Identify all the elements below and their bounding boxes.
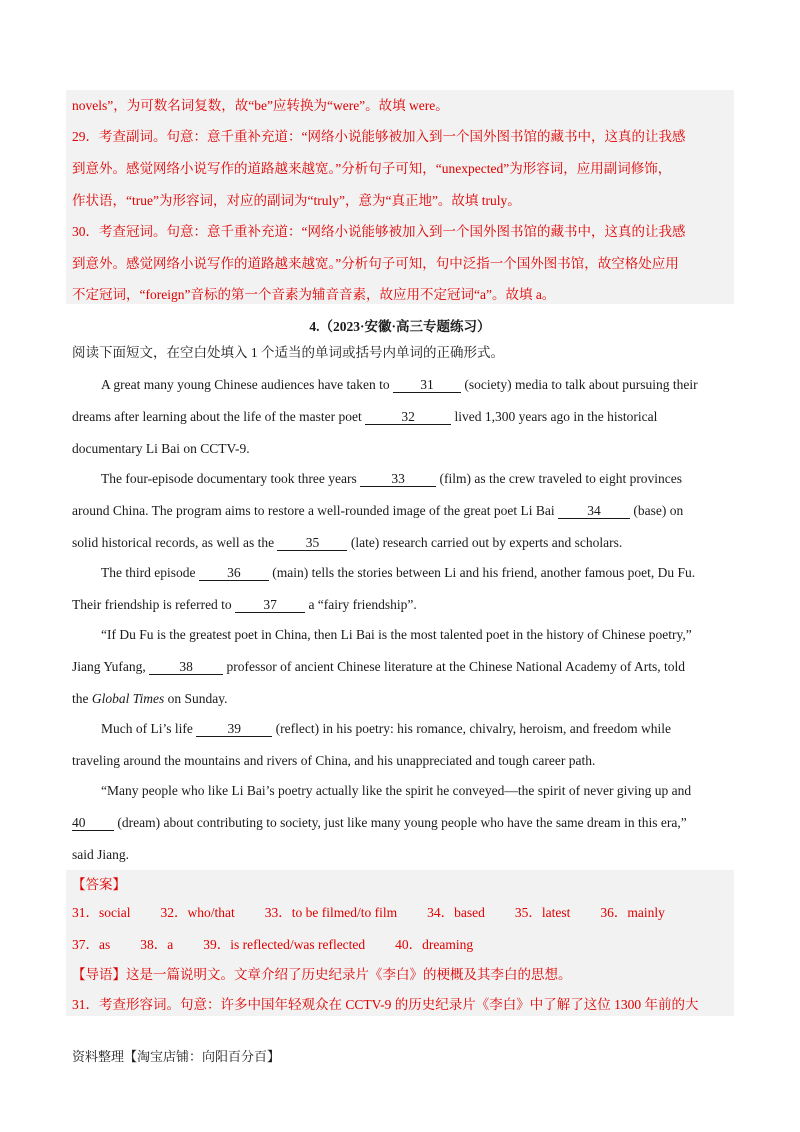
passage-line: The four-episode documentary took three years 33 (film) as the crew traveled to eight provinces	[101, 471, 683, 486]
passage-line: The third episode 36 (main) tells the stories between Li and his friend, another famous poet, Du Fu.	[101, 565, 696, 580]
passage-line: Much of Li’s life 39 (reflect) in his poetry: his romance, chivalry, heroism, and freedom while	[101, 721, 671, 736]
blank-32[interactable]: 32	[365, 409, 451, 425]
answer-37: 37．as	[72, 937, 111, 952]
passage-line: “If Du Fu is the greatest poet in China, then Li Bai is the most talented poet in the history of Chinese poetry,”	[101, 627, 692, 642]
answer-32: 32．who/that	[160, 905, 235, 920]
expl-line: 到意外。感觉网络小说写作的道路越来越宽。”分析句子可知，“unexpected”为形容词，应用副词修饰，	[72, 161, 672, 176]
answer-34: 34．based	[427, 905, 485, 920]
expl-31-line: 31．考查形容词。句意：许多中国年轻观众在 CCTV-9 的历史纪录片《李白》中了解了这位 1300 年前的大	[72, 997, 699, 1012]
answer-38: 38．a	[140, 937, 174, 952]
answer-40: 40．dreaming	[395, 937, 474, 952]
passage-line: Jiang Yufang, 38 professor of ancient Chinese literature at the Chinese National Academy of Arts, told	[72, 659, 685, 674]
question-instruction: 阅读下面短文，在空白处填入 1 个适当的单词或括号内单词的正确形式。	[72, 345, 504, 360]
expl-line: 到意外。感觉网络小说写作的道路越来越宽。”分析句子可知，句中泛指一个国外图书馆，故空格处应用	[72, 256, 679, 271]
blank-31[interactable]: 31	[393, 377, 461, 393]
passage-line: the Global Times on Sunday.	[72, 691, 228, 706]
passage-line: documentary Li Bai on CCTV-9.	[72, 441, 250, 456]
passage-line: “Many people who like Li Bai’s poetry actually like the spirit he conveyed—the spirit of never giving up and	[101, 783, 692, 798]
passage-line: traveling around the mountains and rivers of China, and his unappreciated and tough career path.	[72, 753, 596, 768]
answer-39: 39．is reflected/was reflected	[203, 937, 366, 952]
answer-row	[72, 936, 473, 954]
blank-40[interactable]: 40	[72, 815, 114, 831]
blank-36[interactable]: 36	[199, 565, 269, 581]
passage-line: A great many young Chinese audiences have taken to 31 (society) media to talk about pursuing their	[101, 377, 698, 392]
blank-37[interactable]: 37	[235, 597, 305, 613]
expl-line: 30．考查冠词。句意：意千重补充道：“网络小说能够被加入到一个国外图书馆的藏书中，这真的让我感	[72, 224, 686, 239]
answer-36: 36．mainly	[600, 905, 665, 920]
answer-31: 31．social	[72, 905, 131, 920]
blank-38[interactable]: 38	[149, 659, 223, 675]
expl-line: 作状语，“true”为形容词，对应的副词为“truly”，意为“真正地”。故填 truly。	[72, 193, 521, 208]
passage-line: said Jiang.	[72, 847, 129, 862]
passage-line: around China. The program aims to restore a well-rounded image of the great poet Li Bai 34 (base) on	[72, 503, 684, 518]
blank-39[interactable]: 39	[196, 721, 272, 737]
question-title: 4.（2023·安徽·高三专题练习）	[309, 319, 491, 334]
passage-line: dreams after learning about the life of the master poet 32 lived 1,300 years ago in the historical	[72, 409, 658, 424]
answer-label: 【答案】	[72, 877, 126, 892]
passage-line: 40 (dream) about contributing to society, just like many young people who have the same dream in this era,”	[72, 815, 687, 830]
passage-line: solid historical records, as well as the 35 (late) research carried out by experts and scholars.	[72, 535, 623, 550]
blank-34[interactable]: 34	[558, 503, 630, 519]
page-footer: 资料整理【淘宝店铺：向阳百分百】	[72, 1049, 281, 1064]
guide-line: 【导语】这是一篇说明文。文章介绍了历史纪录片《李白》的梗概及其李白的思想。	[72, 967, 572, 982]
answer-33: 33．to be filmed/to film	[264, 905, 398, 920]
blank-33[interactable]: 33	[360, 471, 436, 487]
blank-35[interactable]: 35	[277, 535, 347, 551]
answer-35: 35．latest	[514, 905, 571, 920]
expl-line: 29．考查副词。句意：意千重补充道：“网络小说能够被加入到一个国外图书馆的藏书中，这真的让我感	[72, 129, 686, 144]
expl-line: 不定冠词，“foreign”音标的第一个音素为辅音音素，故应用不定冠词“a”。故填 a。	[72, 287, 556, 302]
passage-line: Their friendship is referred to 37 a “fairy friendship”.	[72, 597, 417, 612]
expl-line: novels”，为可数名词复数，故“be”应转换为“were”。故填 were。	[72, 98, 449, 113]
answer-row	[72, 904, 665, 922]
